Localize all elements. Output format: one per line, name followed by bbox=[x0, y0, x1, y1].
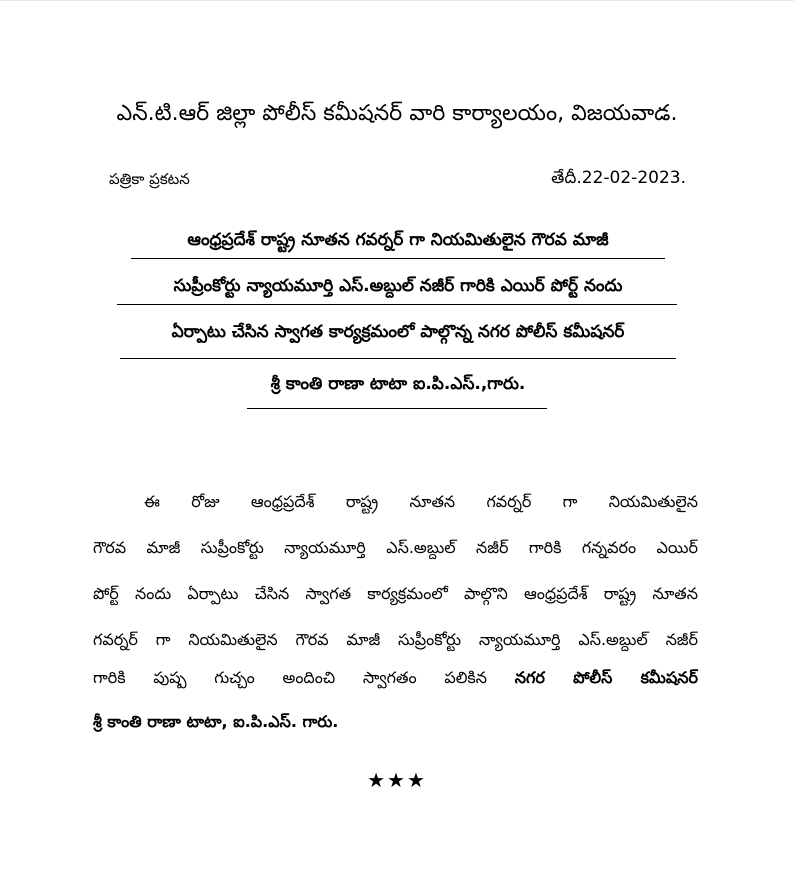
body-line-1: ఈ రోజు ఆంధ్రప్రదేశ్ రాష్ట్ర నూతన గవర్నర్ గా నియమితులైన bbox=[144, 492, 698, 511]
headline-underline-4 bbox=[247, 408, 547, 409]
headline-line-2: సుప్రీంకోర్టు న్యాయమూర్తి ఎస్.అబ్దుల్ నజీర్ గారికి ఎయిర్ పోర్ట్ నందు bbox=[173, 276, 623, 296]
headline-line-1: ఆంధ్రప్రదేశ్ రాష్ట్ర నూతన గవర్నర్ గా నియమితులైన గౌరవ మాజీ bbox=[187, 230, 609, 250]
page-top-edge bbox=[0, 0, 794, 1]
headline-line-4: శ్రీ కాంతి రాణా టాటా ఐ.పి.ఎస్.,గారు. bbox=[270, 374, 526, 394]
end-stars: ★★★ bbox=[367, 768, 427, 792]
headline-underline-2 bbox=[117, 304, 677, 305]
commissioner-designation: నగర పోలీస్ కమీషనర్ bbox=[514, 668, 698, 687]
body-line-4: గవర్నర్ గా నియమితులైన గౌరవ మాజీ సుప్రీంకోర్టు న్యాయమూర్తి ఎస్.అబ్దుల్ నజీర్ bbox=[93, 630, 698, 649]
body-line-5 bbox=[93, 666, 698, 690]
body-line-5-text: గారికి పుష్ప గుచ్చం అందించి స్వాగతం పలికిన bbox=[93, 668, 488, 687]
body-line-3: పోర్ట్ నందు ఏర్పాటు చేసిన స్వాగత కార్యక్రమంలో పాల్గొని ఆంధ్రప్రదేశ్ రాష్ట్ర నూతన bbox=[93, 584, 698, 603]
body-line-2: గౌరవ మాజీ సుప్రీంకోర్టు న్యాయమూర్తి ఎస్.అబ్దుల్ నజీర్ గారికి గన్నవరం ఎయిర్ bbox=[93, 538, 698, 557]
commissioner-name: శ్రీ కాంతి రాణా టాటా, ఐ.పి.ఎస్. గారు. bbox=[93, 712, 339, 731]
office-title: ఎన్.టి.ఆర్ జిల్లా పోలీస్ కమీషనర్ వారి కార్యాలయం, విజయవాడ. bbox=[116, 101, 678, 126]
press-release-date: తేదీ.22-02-2023. bbox=[551, 168, 686, 188]
press-release-label: పత్రికా ప్రకటన bbox=[109, 170, 190, 188]
headline-underline-3 bbox=[120, 358, 676, 359]
headline-underline-1 bbox=[131, 258, 665, 259]
headline-line-3: ఏర్పాటు చేసిన స్వాగత కార్యక్రమంలో పాల్గొన్న నగర పోలీస్ కమీషనర్ bbox=[171, 322, 625, 342]
